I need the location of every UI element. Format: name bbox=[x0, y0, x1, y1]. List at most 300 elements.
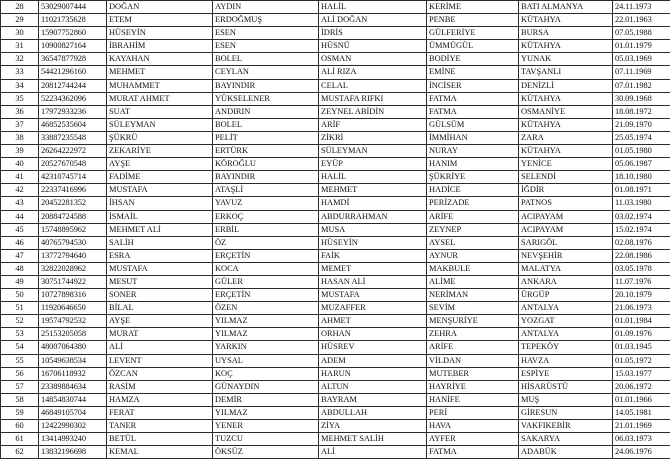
cell-birth_date: 20.06.1972 bbox=[613, 380, 670, 393]
cell-id_number: 19574792532 bbox=[39, 315, 107, 328]
table-row bbox=[1, 14, 670, 27]
cell-birth_date: 05.03.1969 bbox=[613, 53, 670, 66]
cell-first_name: SONER bbox=[107, 289, 213, 302]
cell-mother_name: VİLDAN bbox=[427, 354, 519, 367]
cell-mother_name: EMİNE bbox=[427, 66, 519, 79]
cell-father_name: ALİ RIZA bbox=[319, 66, 427, 79]
cell-last_name: BOLEL bbox=[213, 118, 319, 131]
cell-id_number: 13414993240 bbox=[39, 433, 107, 446]
cell-id_number: 10900827164 bbox=[39, 40, 107, 53]
cell-last_name: ÖKSÜZ bbox=[213, 446, 319, 459]
cell-no: 31 bbox=[1, 40, 39, 53]
cell-no: 51 bbox=[1, 302, 39, 315]
cell-mother_name: PERİZADE bbox=[427, 197, 519, 210]
cell-birth_date: 11.07.1976 bbox=[613, 275, 670, 288]
cell-id_number: 11021735628 bbox=[39, 14, 107, 27]
cell-first_name: MURAT bbox=[107, 328, 213, 341]
cell-no: 61 bbox=[1, 433, 39, 446]
cell-birth_date: 02.08.1976 bbox=[613, 236, 670, 249]
cell-father_name: HARUN bbox=[319, 367, 427, 380]
cell-birth_place: NEVŞEHİR bbox=[519, 249, 613, 262]
cell-birth_place: YOZGAT bbox=[519, 315, 613, 328]
cell-last_name: ERTÜRK bbox=[213, 145, 319, 158]
cell-last_name: YILMAZ bbox=[213, 406, 319, 419]
cell-birth_date: 24.11.1973 bbox=[613, 1, 670, 14]
cell-father_name: FAİK bbox=[319, 249, 427, 262]
table-row bbox=[1, 27, 670, 40]
cell-birth_date: 03.02.1974 bbox=[613, 210, 670, 223]
cell-birth_date: 03.05.1978 bbox=[613, 262, 670, 275]
table-row bbox=[1, 262, 670, 275]
cell-id_number: 17972933236 bbox=[39, 105, 107, 118]
cell-birth_date: 07.11.1969 bbox=[613, 66, 670, 79]
cell-father_name: MEHMET SALİH bbox=[319, 433, 427, 446]
cell-mother_name: HANIM bbox=[427, 158, 519, 171]
table-row bbox=[1, 406, 670, 419]
cell-id_number: 46852535604 bbox=[39, 118, 107, 131]
cell-first_name: HÜSEYİN bbox=[107, 27, 213, 40]
cell-mother_name: SEVİM bbox=[427, 302, 519, 315]
cell-birth_place: ESPİYE bbox=[519, 367, 613, 380]
cell-no: 41 bbox=[1, 171, 39, 184]
table-row bbox=[1, 315, 670, 328]
cell-birth_place: İĞDİR bbox=[519, 184, 613, 197]
cell-id_number: 20527670548 bbox=[39, 158, 107, 171]
cell-birth_place: DENİZLİ bbox=[519, 79, 613, 92]
cell-birth_date: 18.08.1972 bbox=[613, 105, 670, 118]
cell-birth_place: KÜTAHYA bbox=[519, 14, 613, 27]
table-row bbox=[1, 380, 670, 393]
cell-id_number: 16706118932 bbox=[39, 367, 107, 380]
cell-id_number: 33887235548 bbox=[39, 131, 107, 144]
cell-id_number: 54421296160 bbox=[39, 66, 107, 79]
cell-birth_place: VAKFIKEBİR bbox=[519, 420, 613, 433]
table-row bbox=[1, 223, 670, 236]
cell-id_number: 25153205058 bbox=[39, 328, 107, 341]
cell-last_name: BOLEL bbox=[213, 53, 319, 66]
table-row bbox=[1, 446, 670, 459]
cell-birth_place: BATI ALMANYA bbox=[519, 1, 613, 14]
cell-first_name: KAYAHAN bbox=[107, 53, 213, 66]
cell-birth_date: 21.06.1973 bbox=[613, 302, 670, 315]
cell-mother_name: MUTEBER bbox=[427, 367, 519, 380]
cell-birth_date: 15.03.1977 bbox=[613, 367, 670, 380]
cell-last_name: BAYINDIR bbox=[213, 171, 319, 184]
table-row bbox=[1, 302, 670, 315]
cell-no: 39 bbox=[1, 145, 39, 158]
cell-birth_place: HAVZA bbox=[519, 354, 613, 367]
table-row bbox=[1, 1, 670, 14]
cell-id_number: 10549638534 bbox=[39, 354, 107, 367]
cell-no: 49 bbox=[1, 275, 39, 288]
table-row bbox=[1, 131, 670, 144]
cell-birth_place: BURSA bbox=[519, 27, 613, 40]
cell-no: 52 bbox=[1, 315, 39, 328]
cell-last_name: ERÇETİN bbox=[213, 249, 319, 262]
cell-mother_name: ÜMMÜGÜL bbox=[427, 40, 519, 53]
cell-last_name: PELİT bbox=[213, 131, 319, 144]
cell-mother_name: ARİFE bbox=[427, 210, 519, 223]
cell-father_name: MEMET bbox=[319, 262, 427, 275]
cell-last_name: ESEN bbox=[213, 40, 319, 53]
cell-birth_place: YUNAK bbox=[519, 53, 613, 66]
cell-mother_name: İNCİSER bbox=[427, 79, 519, 92]
cell-first_name: FERAT bbox=[107, 406, 213, 419]
cell-birth_place: SELENDİ bbox=[519, 171, 613, 184]
cell-no: 29 bbox=[1, 14, 39, 27]
cell-id_number: 20812744244 bbox=[39, 79, 107, 92]
cell-first_name: İHSAN bbox=[107, 197, 213, 210]
cell-id_number: 20884724588 bbox=[39, 210, 107, 223]
cell-id_number: 14854830744 bbox=[39, 393, 107, 406]
cell-no: 36 bbox=[1, 105, 39, 118]
cell-mother_name: ŞÜKRİYE bbox=[427, 171, 519, 184]
table-row bbox=[1, 158, 670, 171]
cell-last_name: KOCA bbox=[213, 262, 319, 275]
cell-mother_name: NURAY bbox=[427, 145, 519, 158]
cell-first_name: SÜLEYMAN bbox=[107, 118, 213, 131]
cell-birth_place: ÜRGÜP bbox=[519, 289, 613, 302]
cell-first_name: ETEM bbox=[107, 14, 213, 27]
cell-birth_place: ANTALYA bbox=[519, 302, 613, 315]
cell-birth_date: 24.06.1976 bbox=[613, 446, 670, 459]
cell-mother_name: AYNUR bbox=[427, 249, 519, 262]
cell-mother_name: ZEYNEP bbox=[427, 223, 519, 236]
cell-birth_date: 22.01.1963 bbox=[613, 14, 670, 27]
cell-first_name: MEHMET bbox=[107, 66, 213, 79]
cell-last_name: YAVUZ bbox=[213, 197, 319, 210]
table-row bbox=[1, 66, 670, 79]
cell-first_name: RASİM bbox=[107, 380, 213, 393]
cell-father_name: ADEM bbox=[319, 354, 427, 367]
cell-id_number: 20452281352 bbox=[39, 197, 107, 210]
cell-birth_place: ADABÜK bbox=[519, 446, 613, 459]
cell-first_name: ESRA bbox=[107, 249, 213, 262]
table-row bbox=[1, 236, 670, 249]
cell-mother_name: ARİFE bbox=[427, 341, 519, 354]
cell-id_number: 52234362096 bbox=[39, 92, 107, 105]
cell-no: 60 bbox=[1, 420, 39, 433]
cell-id_number: 13832196698 bbox=[39, 446, 107, 459]
cell-first_name: ŞÜKRÜ bbox=[107, 131, 213, 144]
cell-mother_name: KERİME bbox=[427, 1, 519, 14]
cell-birth_date: 07.01.1982 bbox=[613, 79, 670, 92]
cell-birth_date: 15.02.1974 bbox=[613, 223, 670, 236]
cell-birth_date: 07.05.1988 bbox=[613, 27, 670, 40]
cell-first_name: AYŞE bbox=[107, 315, 213, 328]
table-row bbox=[1, 171, 670, 184]
cell-birth_place: MUŞ bbox=[519, 393, 613, 406]
cell-birth_date: 21.09.1970 bbox=[613, 118, 670, 131]
cell-father_name: EYÜP bbox=[319, 158, 427, 171]
cell-first_name: MESUT bbox=[107, 275, 213, 288]
cell-id_number: 12422990302 bbox=[39, 420, 107, 433]
cell-no: 44 bbox=[1, 210, 39, 223]
cell-mother_name: HAYRİYE bbox=[427, 380, 519, 393]
cell-first_name: TANER bbox=[107, 420, 213, 433]
cell-mother_name: GÜLSÜM bbox=[427, 118, 519, 131]
cell-birth_date: 01.01.1966 bbox=[613, 393, 670, 406]
cell-birth_place: ANTALYA bbox=[519, 328, 613, 341]
cell-birth_place: ACIPAYAM bbox=[519, 210, 613, 223]
cell-father_name: HÜSNÜ bbox=[319, 40, 427, 53]
cell-last_name: ERKOÇ bbox=[213, 210, 319, 223]
cell-no: 32 bbox=[1, 53, 39, 66]
cell-no: 57 bbox=[1, 380, 39, 393]
cell-last_name: YILMAZ bbox=[213, 328, 319, 341]
cell-birth_date: 30.09.1968 bbox=[613, 92, 670, 105]
cell-father_name: CELAL bbox=[319, 79, 427, 92]
cell-father_name: ZİYA bbox=[319, 420, 427, 433]
cell-father_name: HASAN ALİ bbox=[319, 275, 427, 288]
cell-birth_place: KÜTAHYA bbox=[519, 145, 613, 158]
cell-father_name: AHMET bbox=[319, 315, 427, 328]
cell-father_name: BAYRAM bbox=[319, 393, 427, 406]
cell-birth_date: 18.10.1980 bbox=[613, 171, 670, 184]
cell-father_name: ALİ bbox=[319, 446, 427, 459]
cell-first_name: AYŞE bbox=[107, 158, 213, 171]
cell-mother_name: NERİMAN bbox=[427, 289, 519, 302]
cell-father_name: ALİ DOĞAN bbox=[319, 14, 427, 27]
cell-first_name: FADİME bbox=[107, 171, 213, 184]
cell-birth_place: HİSARÜSTÜ bbox=[519, 380, 613, 393]
cell-no: 59 bbox=[1, 406, 39, 419]
cell-mother_name: ZEHRA bbox=[427, 328, 519, 341]
cell-first_name: ALİ bbox=[107, 341, 213, 354]
cell-last_name: GÜNAYDIN bbox=[213, 380, 319, 393]
cell-last_name: KOÇ bbox=[213, 367, 319, 380]
cell-birth_place: KÜTAHYA bbox=[519, 92, 613, 105]
cell-mother_name: FATMA bbox=[427, 446, 519, 459]
cell-father_name: MUSA bbox=[319, 223, 427, 236]
cell-mother_name: HAVA bbox=[427, 420, 519, 433]
table-row bbox=[1, 210, 670, 223]
cell-mother_name: PENBE bbox=[427, 14, 519, 27]
cell-birth_place: KÜTAHYA bbox=[519, 118, 613, 131]
cell-first_name: MUSTAFA bbox=[107, 184, 213, 197]
table-row bbox=[1, 53, 670, 66]
cell-father_name: SÜLEYMAN bbox=[319, 145, 427, 158]
cell-id_number: 36547877928 bbox=[39, 53, 107, 66]
cell-last_name: ÖZEN bbox=[213, 302, 319, 315]
cell-id_number: 40765794530 bbox=[39, 236, 107, 249]
cell-id_number: 15907752860 bbox=[39, 27, 107, 40]
table-row bbox=[1, 249, 670, 262]
cell-father_name: MUSTAFA bbox=[319, 289, 427, 302]
table-row bbox=[1, 275, 670, 288]
cell-no: 38 bbox=[1, 131, 39, 144]
cell-last_name: YENER bbox=[213, 420, 319, 433]
cell-no: 34 bbox=[1, 79, 39, 92]
cell-birth_date: 01.01.1979 bbox=[613, 40, 670, 53]
table-row bbox=[1, 341, 670, 354]
cell-last_name: DEMİR bbox=[213, 393, 319, 406]
cell-birth_place: KÜTAHYA bbox=[519, 40, 613, 53]
cell-no: 42 bbox=[1, 184, 39, 197]
table-row bbox=[1, 328, 670, 341]
cell-father_name: MUZAFFER bbox=[319, 302, 427, 315]
cell-mother_name: İMMİHAN bbox=[427, 131, 519, 144]
cell-last_name: ESEN bbox=[213, 27, 319, 40]
cell-last_name: UYSAL bbox=[213, 354, 319, 367]
cell-first_name: KEMAL bbox=[107, 446, 213, 459]
cell-id_number: 32822028962 bbox=[39, 262, 107, 275]
cell-first_name: BETÜL bbox=[107, 433, 213, 446]
cell-no: 50 bbox=[1, 289, 39, 302]
cell-no: 54 bbox=[1, 341, 39, 354]
cell-father_name: İDRİS bbox=[319, 27, 427, 40]
cell-birth_date: 01.05.1972 bbox=[613, 354, 670, 367]
cell-id_number: 23389884634 bbox=[39, 380, 107, 393]
cell-no: 55 bbox=[1, 354, 39, 367]
cell-birth_place: TEPEKÖY bbox=[519, 341, 613, 354]
cell-father_name: ZİKRİ bbox=[319, 131, 427, 144]
cell-id_number: 15748895962 bbox=[39, 223, 107, 236]
cell-mother_name: MAKBULE bbox=[427, 262, 519, 275]
cell-first_name: MUHAMMET bbox=[107, 79, 213, 92]
cell-no: 35 bbox=[1, 92, 39, 105]
cell-mother_name: FATMA bbox=[427, 92, 519, 105]
cell-birth_place: SAKARYA bbox=[519, 433, 613, 446]
table-row bbox=[1, 145, 670, 158]
table-row bbox=[1, 354, 670, 367]
cell-first_name: BİLAL bbox=[107, 302, 213, 315]
cell-birth_date: 01.01.1984 bbox=[613, 315, 670, 328]
cell-mother_name: MENŞURİYE bbox=[427, 315, 519, 328]
cell-last_name: AYDIN bbox=[213, 1, 319, 14]
cell-birth_date: 01.05.1980 bbox=[613, 145, 670, 158]
cell-father_name: HALİL bbox=[319, 171, 427, 184]
cell-first_name: İBRAHİM bbox=[107, 40, 213, 53]
cell-mother_name: ALİME bbox=[427, 275, 519, 288]
cell-no: 45 bbox=[1, 223, 39, 236]
cell-father_name: ABDULLAH bbox=[319, 406, 427, 419]
cell-last_name: TUZCU bbox=[213, 433, 319, 446]
cell-birth_date: 06.03.1973 bbox=[613, 433, 670, 446]
cell-birth_date: 14.05.1981 bbox=[613, 406, 670, 419]
cell-birth_date: 01.09.1976 bbox=[613, 328, 670, 341]
cell-no: 56 bbox=[1, 367, 39, 380]
cell-father_name: ORHAN bbox=[319, 328, 427, 341]
cell-first_name: SALİH bbox=[107, 236, 213, 249]
cell-mother_name: BODİYE bbox=[427, 53, 519, 66]
cell-mother_name: AYFER bbox=[427, 433, 519, 446]
cell-mother_name: HANİFE bbox=[427, 393, 519, 406]
table-row bbox=[1, 289, 670, 302]
cell-id_number: 48007064380 bbox=[39, 341, 107, 354]
cell-birth_place: TAVŞANLI bbox=[519, 66, 613, 79]
cell-no: 30 bbox=[1, 27, 39, 40]
cell-first_name: DOĞAN bbox=[107, 1, 213, 14]
cell-id_number: 22337416996 bbox=[39, 184, 107, 197]
table-row bbox=[1, 433, 670, 446]
table-row bbox=[1, 367, 670, 380]
cell-no: 46 bbox=[1, 236, 39, 249]
cell-father_name: HALİL bbox=[319, 1, 427, 14]
cell-first_name: HAMZA bbox=[107, 393, 213, 406]
cell-last_name: GÜLER bbox=[213, 275, 319, 288]
cell-birth_date: 20.10.1979 bbox=[613, 289, 670, 302]
cell-first_name: SUAT bbox=[107, 105, 213, 118]
cell-last_name: ERDOĞMUŞ bbox=[213, 14, 319, 27]
cell-birth_date: 21.01.1969 bbox=[613, 420, 670, 433]
cell-father_name: OSMAN bbox=[319, 53, 427, 66]
cell-no: 53 bbox=[1, 328, 39, 341]
cell-birth_date: 01.08.1971 bbox=[613, 184, 670, 197]
cell-last_name: ERBİL bbox=[213, 223, 319, 236]
cell-mother_name: FATMA bbox=[427, 105, 519, 118]
cell-father_name: HAMDİ bbox=[319, 197, 427, 210]
table-row bbox=[1, 40, 670, 53]
table-row bbox=[1, 79, 670, 92]
cell-birth_date: 01.03.1945 bbox=[613, 341, 670, 354]
cell-first_name: İSMAİL bbox=[107, 210, 213, 223]
cell-id_number: 13772794640 bbox=[39, 249, 107, 262]
cell-birth_date: 11.03.1980 bbox=[613, 197, 670, 210]
cell-last_name: ERÇETİN bbox=[213, 289, 319, 302]
cell-father_name: ABDURRAHMAN bbox=[319, 210, 427, 223]
table-row bbox=[1, 184, 670, 197]
table-row bbox=[1, 420, 670, 433]
cell-mother_name: AYSEL bbox=[427, 236, 519, 249]
cell-first_name: LEVENT bbox=[107, 354, 213, 367]
cell-father_name: ALTUN bbox=[319, 380, 427, 393]
cell-father_name: MEHMET bbox=[319, 184, 427, 197]
cell-id_number: 53029007444 bbox=[39, 1, 107, 14]
cell-father_name: ARİF bbox=[319, 118, 427, 131]
cell-id_number: 10727898316 bbox=[39, 289, 107, 302]
cell-first_name: MEHMET ALİ bbox=[107, 223, 213, 236]
table-row bbox=[1, 393, 670, 406]
cell-birth_place: ACIPAYAM bbox=[519, 223, 613, 236]
cell-no: 43 bbox=[1, 197, 39, 210]
cell-id_number: 30751744922 bbox=[39, 275, 107, 288]
cell-last_name: ÖZ bbox=[213, 236, 319, 249]
registry-table-body bbox=[1, 1, 670, 459]
cell-last_name: ATAŞLİ bbox=[213, 184, 319, 197]
cell-father_name: MUSTAFA RIFKI bbox=[319, 92, 427, 105]
cell-last_name: YÜKSELENER bbox=[213, 92, 319, 105]
cell-id_number: 26264222972 bbox=[39, 145, 107, 158]
cell-no: 47 bbox=[1, 249, 39, 262]
cell-birth_place: PATNOS bbox=[519, 197, 613, 210]
cell-last_name: YARKIN bbox=[213, 341, 319, 354]
cell-birth_place: OSMANİYE bbox=[519, 105, 613, 118]
cell-father_name: HÜSEYİN bbox=[319, 236, 427, 249]
cell-mother_name: PERİ bbox=[427, 406, 519, 419]
cell-id_number: 46849105704 bbox=[39, 406, 107, 419]
cell-no: 58 bbox=[1, 393, 39, 406]
cell-birth_place: GİRESUN bbox=[519, 406, 613, 419]
cell-birth_place: ANKARA bbox=[519, 275, 613, 288]
cell-birth_place: YENİCE bbox=[519, 158, 613, 171]
cell-first_name: MURAT AHMET bbox=[107, 92, 213, 105]
cell-id_number: 42310745714 bbox=[39, 171, 107, 184]
cell-birth_date: 05.06.1987 bbox=[613, 158, 670, 171]
cell-id_number: 11920646650 bbox=[39, 302, 107, 315]
cell-first_name: ÖZCAN bbox=[107, 367, 213, 380]
cell-birth_date: 25.05.1974 bbox=[613, 131, 670, 144]
cell-no: 28 bbox=[1, 1, 39, 14]
table-row bbox=[1, 118, 670, 131]
cell-birth_place: MALATYA bbox=[519, 262, 613, 275]
table-row bbox=[1, 105, 670, 118]
table-row bbox=[1, 197, 670, 210]
cell-last_name: BAYINDIR bbox=[213, 79, 319, 92]
cell-no: 62 bbox=[1, 446, 39, 459]
cell-birth_date: 22.08.1986 bbox=[613, 249, 670, 262]
cell-birth_place: SARIGÖL bbox=[519, 236, 613, 249]
